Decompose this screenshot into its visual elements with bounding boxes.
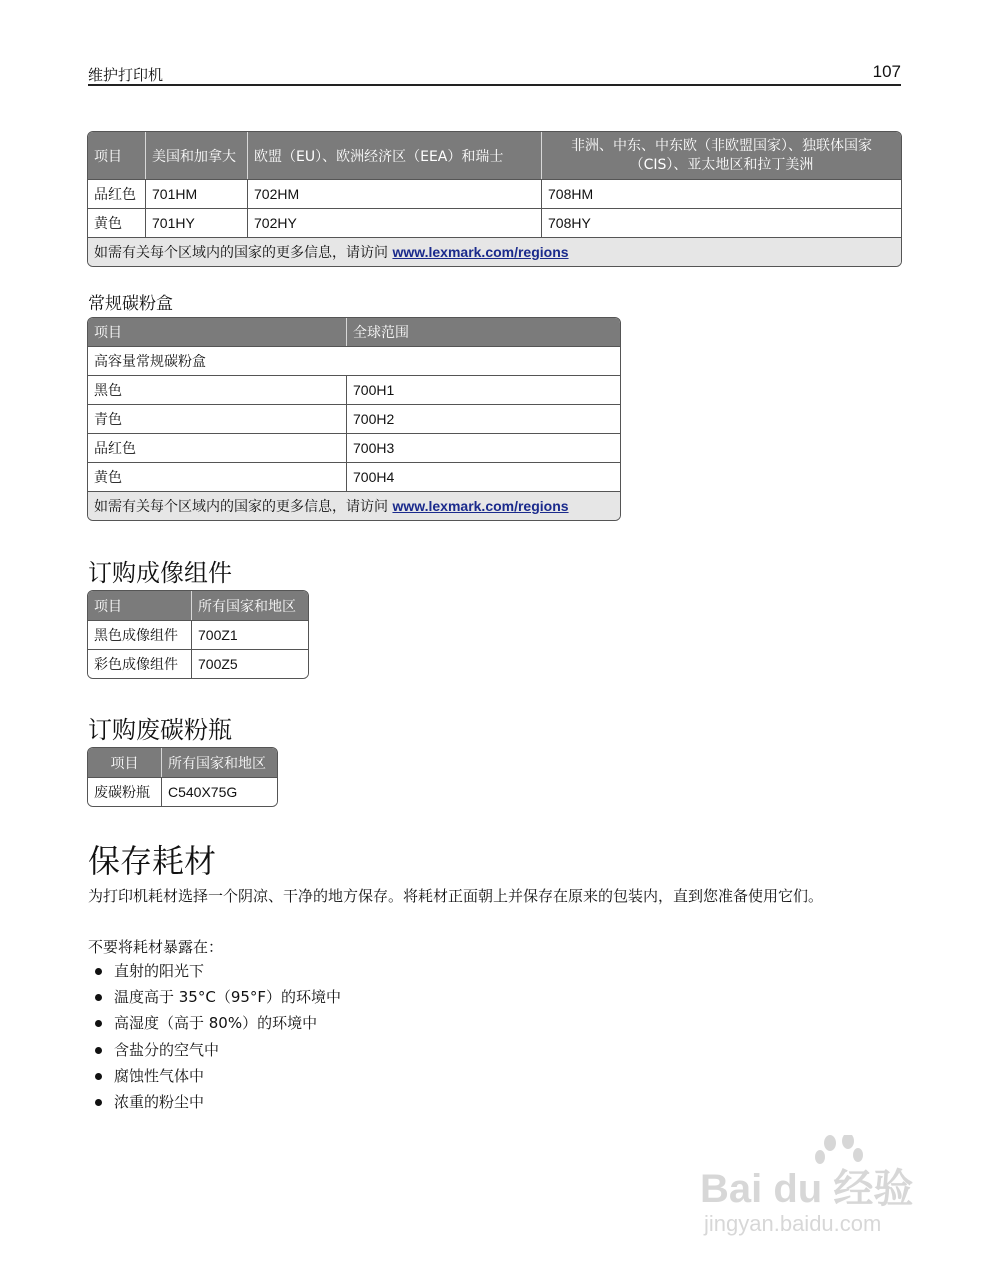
col-header-worldwide: 全球范围 (346, 318, 620, 346)
col-header-item: 项目 (88, 132, 145, 179)
table-row (88, 462, 620, 491)
table-row (88, 649, 308, 678)
cell-value: 702HM (247, 179, 541, 208)
col-header-item: 项目 (88, 591, 191, 620)
page-number: 107 (872, 62, 901, 81)
cell-value: 700H4 (346, 462, 620, 491)
table-row (88, 404, 620, 433)
list-item: 直射的阳光下 (90, 958, 590, 984)
table-row (88, 433, 620, 462)
list-item: 高湿度（高于 80%）的环境中 (90, 1010, 590, 1036)
table-note (88, 237, 901, 266)
col-header-us-canada: 美国和加拿大 (145, 132, 247, 179)
cell-item: 彩色成像组件 (88, 649, 191, 678)
exposure-intro: 不要将耗材暴露在： (88, 938, 224, 956)
baidu-watermark (700, 1135, 940, 1245)
col-header-eu: 欧盟（EU）、欧洲经济区（EEA）和瑞士 (247, 132, 541, 179)
watermark-url: jingyan.baidu.com (704, 1211, 882, 1236)
cell-item: 黑色成像组件 (88, 620, 191, 649)
section-title-waste-toner: 订购废碳粉瓶 (88, 716, 232, 744)
col-header-item: 项目 (88, 748, 161, 777)
cell-item: 黄色 (88, 462, 346, 491)
col-header-all-regions: 所有国家和地区 (191, 591, 308, 620)
header-title: 维护打印机 (88, 66, 164, 84)
regions-link[interactable]: www.lexmark.com/regions (392, 244, 569, 260)
cell-item: 黑色 (88, 375, 346, 404)
list-item: 腐蚀性气体中 (90, 1063, 590, 1089)
cell-value: 708HM (541, 179, 901, 208)
col-header-other-regions: 非洲、中东、中东欧（非欧盟国家）、独联体国家（CIS）、亚太地区和拉丁美洲 (541, 132, 901, 179)
note-text: 如需有关每个区域内的国家的更多信息，请访问 (94, 245, 388, 261)
page-header (88, 62, 901, 86)
cell-value: 708HY (541, 208, 901, 237)
table-note-row (88, 237, 901, 266)
table-note (88, 491, 620, 520)
section-title-regular-toner: 常规碳粉盒 (88, 294, 173, 314)
table-row (88, 179, 901, 208)
cell-item: 品红色 (88, 179, 145, 208)
note-text: 如需有关每个区域内的国家的更多信息，请访问 (94, 499, 388, 515)
cell-item: 青色 (88, 404, 346, 433)
watermark-brand: Bai du 经验 (700, 1167, 914, 1211)
table-header-row (88, 318, 620, 346)
col-header-item: 项目 (88, 318, 346, 346)
cell-item: 品红色 (88, 433, 346, 462)
regions-link[interactable]: www.lexmark.com/regions (392, 498, 569, 514)
table-note-row (88, 491, 620, 520)
list-item: 浓重的粉尘中 (90, 1089, 590, 1115)
cell-value: 700Z1 (191, 620, 308, 649)
table-row (88, 375, 620, 404)
group-label: 高容量常规碳粉盒 (88, 346, 620, 375)
cell-value: 700H2 (346, 404, 620, 433)
cell-value: C540X75G (161, 777, 277, 806)
col-header-all-regions: 所有国家和地区 (161, 748, 277, 777)
imaging-kit-table (87, 590, 309, 679)
cell-value: 700H1 (346, 375, 620, 404)
regional-cartridge-table (87, 131, 902, 267)
list-item: 含盐分的空气中 (90, 1037, 590, 1063)
section-title-imaging-kit: 订购成像组件 (88, 559, 232, 587)
cell-item: 废碳粉瓶 (88, 777, 161, 806)
table-header-row (88, 591, 308, 620)
regular-toner-table (87, 317, 621, 521)
table-row (88, 777, 277, 806)
cell-item: 黄色 (88, 208, 145, 237)
table-header-row (88, 748, 277, 777)
cell-value: 702HY (247, 208, 541, 237)
section-title-storing-supplies: 保存耗材 (88, 842, 217, 880)
cell-value: 701HY (145, 208, 247, 237)
exposure-list (90, 958, 590, 1115)
table-header-row (88, 132, 901, 179)
list-item: 温度高于 35°C（95°F）的环境中 (90, 984, 590, 1010)
table-group-row (88, 346, 620, 375)
cell-value: 700Z5 (191, 649, 308, 678)
cell-value: 701HM (145, 179, 247, 208)
cell-value: 700H3 (346, 433, 620, 462)
storing-paragraph: 为打印机耗材选择一个阴凉、干净的地方保存。将耗材正面朝上并保存在原来的包装内，直到您准备使用它们。 (88, 887, 824, 905)
waste-toner-table (87, 747, 278, 807)
table-row (88, 620, 308, 649)
table-row (88, 208, 901, 237)
